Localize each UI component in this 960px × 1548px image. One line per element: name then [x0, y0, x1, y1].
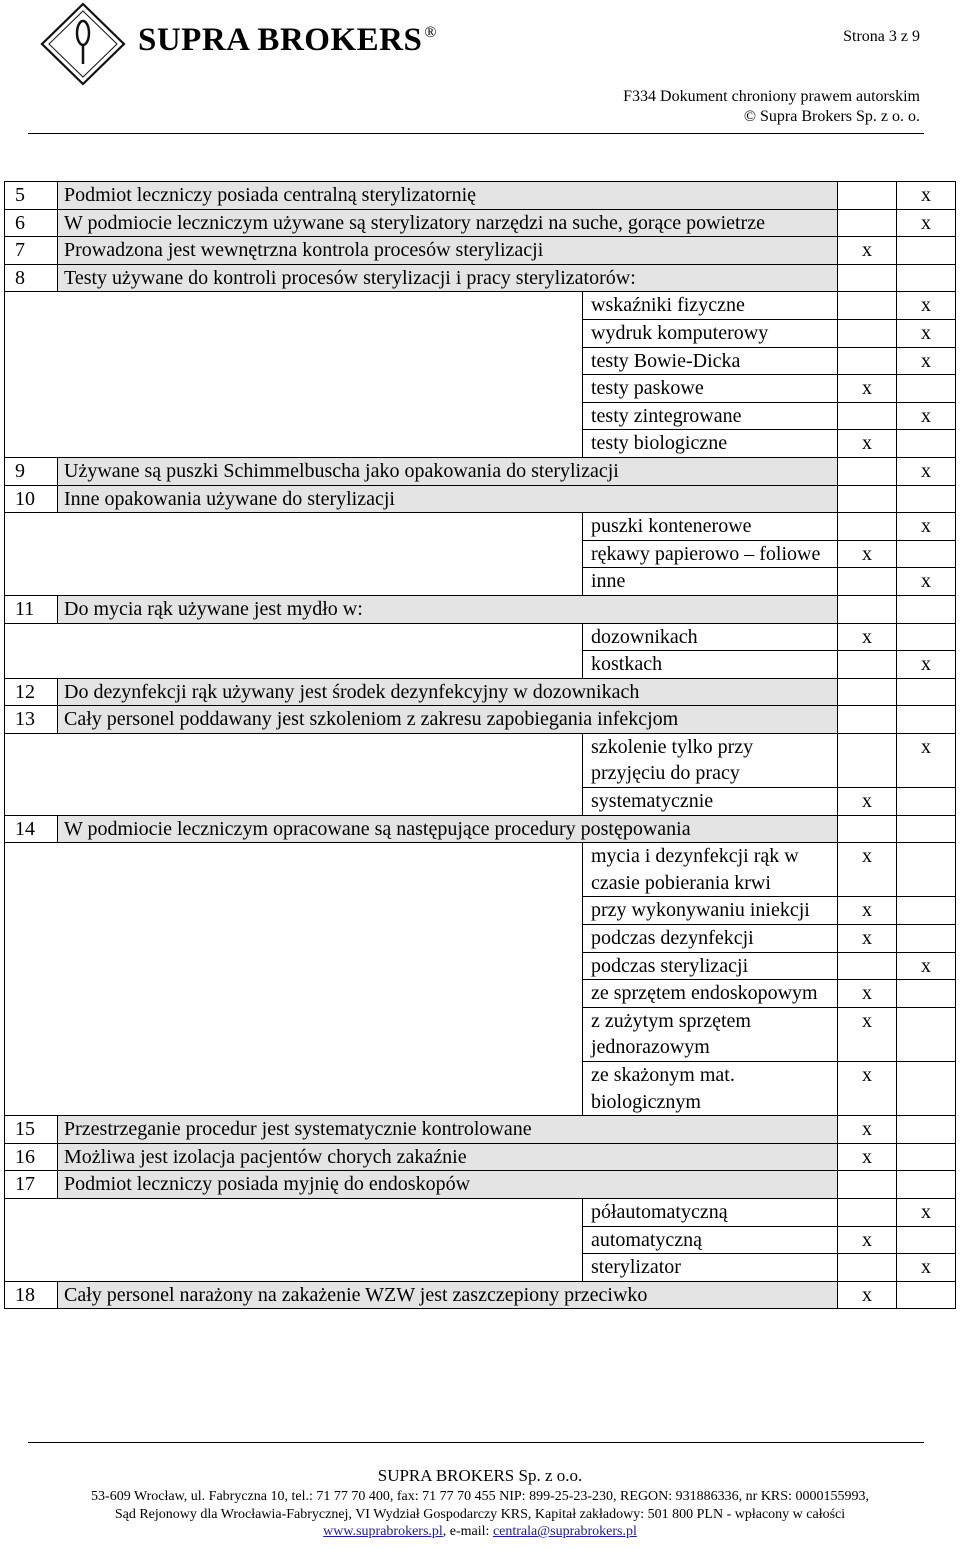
- supra-brokers-logo: [40, 2, 126, 86]
- option-label: rękawy papierowo – foliowe: [583, 540, 838, 568]
- row-text: Cały personel narażony na zakażenie WZW jest zaszczepiony przeciwko: [58, 1281, 838, 1309]
- header-divider: [28, 133, 924, 134]
- table-row: [5, 264, 956, 292]
- option-label: półautomatyczną: [583, 1198, 838, 1226]
- answer-col-2: [897, 843, 956, 897]
- answer-col-1: x: [838, 237, 897, 265]
- answer-col-1: x: [838, 430, 897, 458]
- row-text: Cały personel poddawany jest szkoleniom z zakresu zapobiegania infekcjom: [58, 706, 838, 734]
- row-number: 12: [5, 678, 58, 706]
- answer-col-2: x: [897, 402, 956, 430]
- answer-col-2: x: [897, 292, 956, 320]
- answer-col-1: x: [838, 540, 897, 568]
- answer-col-2: [897, 815, 956, 843]
- answer-col-1: x: [838, 375, 897, 403]
- row-number: 6: [5, 209, 58, 237]
- empty-cell: [5, 623, 583, 678]
- answer-col-2: [897, 623, 956, 651]
- row-number: 9: [5, 457, 58, 485]
- row-text: W podmiocie leczniczym używane są sterylizatory narzędzi na suche, gorące powietrze: [58, 209, 838, 237]
- registered-mark: ®: [424, 24, 437, 41]
- row-number: 11: [5, 595, 58, 623]
- row-number: 18: [5, 1281, 58, 1309]
- row-text: Inne opakowania używane do sterylizacji: [58, 485, 838, 513]
- answer-col-2: x: [897, 457, 956, 485]
- option-label: podczas sterylizacji: [583, 952, 838, 980]
- answer-col-2: x: [897, 209, 956, 237]
- answer-col-1: [838, 1198, 897, 1226]
- row-number: 10: [5, 485, 58, 513]
- answer-col-1: x: [838, 1007, 897, 1061]
- answer-col-1: [838, 815, 897, 843]
- option-label: puszki kontenerowe: [583, 513, 838, 541]
- table-subrow: [5, 292, 956, 320]
- answer-col-2: [897, 237, 956, 265]
- answer-col-2: [897, 1226, 956, 1254]
- row-text: Testy używane do kontroli procesów sterylizacji i pracy sterylizatorów:: [58, 264, 838, 292]
- option-label: sterylizator: [583, 1254, 838, 1282]
- answer-col-1: [838, 485, 897, 513]
- answer-col-1: x: [838, 980, 897, 1008]
- table-row: [5, 678, 956, 706]
- answer-col-2: [897, 595, 956, 623]
- option-label: kostkach: [583, 651, 838, 679]
- option-label: przy wykonywaniu iniekcji: [583, 897, 838, 925]
- copyright-notice: F334 Dokument chroniony prawem autorskim: [623, 88, 920, 105]
- answer-col-2: x: [897, 182, 956, 210]
- table-row: [5, 209, 956, 237]
- row-text: Używane są puszki Schimmelbuscha jako opakowania do sterylizacji: [58, 457, 838, 485]
- answer-col-2: [897, 980, 956, 1008]
- row-text: Przestrzeganie procedur jest systematycznie kontrolowane: [58, 1116, 838, 1144]
- answer-col-2: x: [897, 319, 956, 347]
- option-label: podczas dezynfekcji: [583, 925, 838, 953]
- option-label: automatyczną: [583, 1226, 838, 1254]
- answer-col-2: [897, 678, 956, 706]
- website-link[interactable]: www.suprabrokers.pl: [323, 1524, 443, 1539]
- footer-contact: www.suprabrokers.pl, e-mail: centrala@suprabrokers.pl: [323, 1524, 637, 1539]
- answer-col-1: [838, 264, 897, 292]
- table-row: [5, 237, 956, 265]
- answer-col-1: x: [838, 925, 897, 953]
- row-number: 14: [5, 815, 58, 843]
- row-text: Prowadzona jest wewnętrzna kontrola procesów sterylizacji: [58, 237, 838, 265]
- answer-col-2: x: [897, 1198, 956, 1226]
- option-label: szkolenie tylko przy przyjęciu do pracy: [583, 733, 838, 787]
- row-number: 13: [5, 706, 58, 734]
- answer-col-2: [897, 1143, 956, 1171]
- answer-col-2: x: [897, 733, 956, 787]
- answer-col-1: [838, 457, 897, 485]
- answer-col-1: [838, 347, 897, 375]
- answer-col-2: [897, 925, 956, 953]
- answer-col-2: [897, 375, 956, 403]
- empty-cell: [5, 292, 583, 458]
- answer-col-1: [838, 595, 897, 623]
- footer-company: SUPRA BROKERS Sp. z o.o.: [377, 1466, 583, 1485]
- option-label: ze skażonym mat. biologicznym: [583, 1062, 838, 1116]
- row-number: 8: [5, 264, 58, 292]
- row-number: 16: [5, 1143, 58, 1171]
- option-label: testy zintegrowane: [583, 402, 838, 430]
- table-subrow: [5, 733, 956, 787]
- footer-divider: [28, 1442, 924, 1443]
- answer-col-1: [838, 733, 897, 787]
- table-row: [5, 1171, 956, 1199]
- footer-address: 53-609 Wrocław, ul. Fabryczna 10, tel.: 71 77 70 400, fax: 71 77 70 455 NIP: 899-25-23-230, REGON: 931886336, nr KRS: 0000155993,: [91, 1489, 869, 1504]
- answer-col-2: [897, 1281, 956, 1309]
- table-row: [5, 1143, 956, 1171]
- option-label: testy biologiczne: [583, 430, 838, 458]
- answer-col-1: x: [838, 788, 897, 816]
- table-subrow: [5, 843, 956, 897]
- table-row: [5, 595, 956, 623]
- row-number: 5: [5, 182, 58, 210]
- answer-col-2: x: [897, 568, 956, 596]
- answer-col-1: x: [838, 623, 897, 651]
- answer-col-2: [897, 485, 956, 513]
- answer-col-1: [838, 513, 897, 541]
- answer-col-1: x: [838, 1143, 897, 1171]
- option-label: inne: [583, 568, 838, 596]
- answer-col-1: x: [838, 1226, 897, 1254]
- table-row: [5, 485, 956, 513]
- answer-col-2: x: [897, 952, 956, 980]
- answer-col-1: [838, 1254, 897, 1282]
- answer-col-2: x: [897, 513, 956, 541]
- answer-col-2: [897, 1116, 956, 1144]
- table-subrow: [5, 513, 956, 541]
- answer-col-2: [897, 264, 956, 292]
- row-number: 17: [5, 1171, 58, 1199]
- answer-col-1: x: [838, 897, 897, 925]
- answer-col-1: [838, 1171, 897, 1199]
- table-row: [5, 182, 956, 210]
- answer-col-1: [838, 678, 897, 706]
- answer-col-1: x: [838, 1281, 897, 1309]
- answer-col-1: [838, 706, 897, 734]
- answer-col-2: [897, 788, 956, 816]
- answer-col-2: x: [897, 347, 956, 375]
- empty-cell: [5, 733, 583, 815]
- table-row: [5, 1281, 956, 1309]
- answer-col-1: [838, 209, 897, 237]
- table-subrow: [5, 1198, 956, 1226]
- answer-col-2: [897, 706, 956, 734]
- option-label: z zużytym sprzętem jednorazowym: [583, 1007, 838, 1061]
- checklist-table: [4, 181, 956, 1309]
- copyright-holder: © Supra Brokers Sp. z o. o.: [743, 108, 920, 125]
- row-text: Podmiot leczniczy posiada myjnię do endoskopów: [58, 1171, 838, 1199]
- empty-cell: [5, 843, 583, 1116]
- brand-name: SUPRA BROKERS ®: [138, 22, 437, 58]
- row-text: Możliwa jest izolacja pacjentów chorych zakaźnie: [58, 1143, 838, 1171]
- answer-col-1: [838, 402, 897, 430]
- footer-court: Sąd Rejonowy dla Wrocławia-Fabrycznej, VI Wydział Gospodarczy KRS, Kapitał zakładowy: 501 800 PLN - wpłacony w całości: [114, 1507, 846, 1522]
- empty-cell: [5, 1198, 583, 1281]
- answer-col-1: x: [838, 843, 897, 897]
- option-label: testy paskowe: [583, 375, 838, 403]
- option-label: dozownikach: [583, 623, 838, 651]
- answer-col-1: [838, 319, 897, 347]
- page-number: Strona 3 z 9: [843, 28, 920, 45]
- option-label: ze sprzętem endoskopowym: [583, 980, 838, 1008]
- answer-col-2: [897, 430, 956, 458]
- table-row: [5, 706, 956, 734]
- row-text: Podmiot leczniczy posiada centralną sterylizatornię: [58, 182, 838, 210]
- answer-col-2: [897, 1007, 956, 1061]
- email-link[interactable]: centrala@suprabrokers.pl: [492, 1524, 637, 1539]
- row-text: W podmiocie leczniczym opracowane są następujące procedury postępowania: [58, 815, 838, 843]
- table-subrow: [5, 623, 956, 651]
- answer-col-1: [838, 651, 897, 679]
- option-label: wskaźniki fizyczne: [583, 292, 838, 320]
- answer-col-1: [838, 568, 897, 596]
- option-label: wydruk komputerowy: [583, 319, 838, 347]
- answer-col-2: x: [897, 1254, 956, 1282]
- answer-col-2: [897, 897, 956, 925]
- table-row: [5, 815, 956, 843]
- row-text: Do dezynfekcji rąk używany jest środek dezynfekcyjny w dozownikach: [58, 678, 838, 706]
- answer-col-1: [838, 952, 897, 980]
- row-number: 15: [5, 1116, 58, 1144]
- row-number: 7: [5, 237, 58, 265]
- empty-cell: [5, 513, 583, 596]
- answer-col-2: [897, 1171, 956, 1199]
- answer-col-2: [897, 540, 956, 568]
- answer-col-1: x: [838, 1116, 897, 1144]
- option-label: mycia i dezynfekcji rąk w czasie pobierania krwi: [583, 843, 838, 897]
- row-text: Do mycia rąk używane jest mydło w:: [58, 595, 838, 623]
- option-label: testy Bowie-Dicka: [583, 347, 838, 375]
- table-row: [5, 1116, 956, 1144]
- answer-col-1: [838, 292, 897, 320]
- answer-col-2: x: [897, 651, 956, 679]
- answer-col-1: [838, 182, 897, 210]
- option-label: systematycznie: [583, 788, 838, 816]
- answer-col-1: x: [838, 1062, 897, 1116]
- answer-col-2: [897, 1062, 956, 1116]
- table-row: [5, 457, 956, 485]
